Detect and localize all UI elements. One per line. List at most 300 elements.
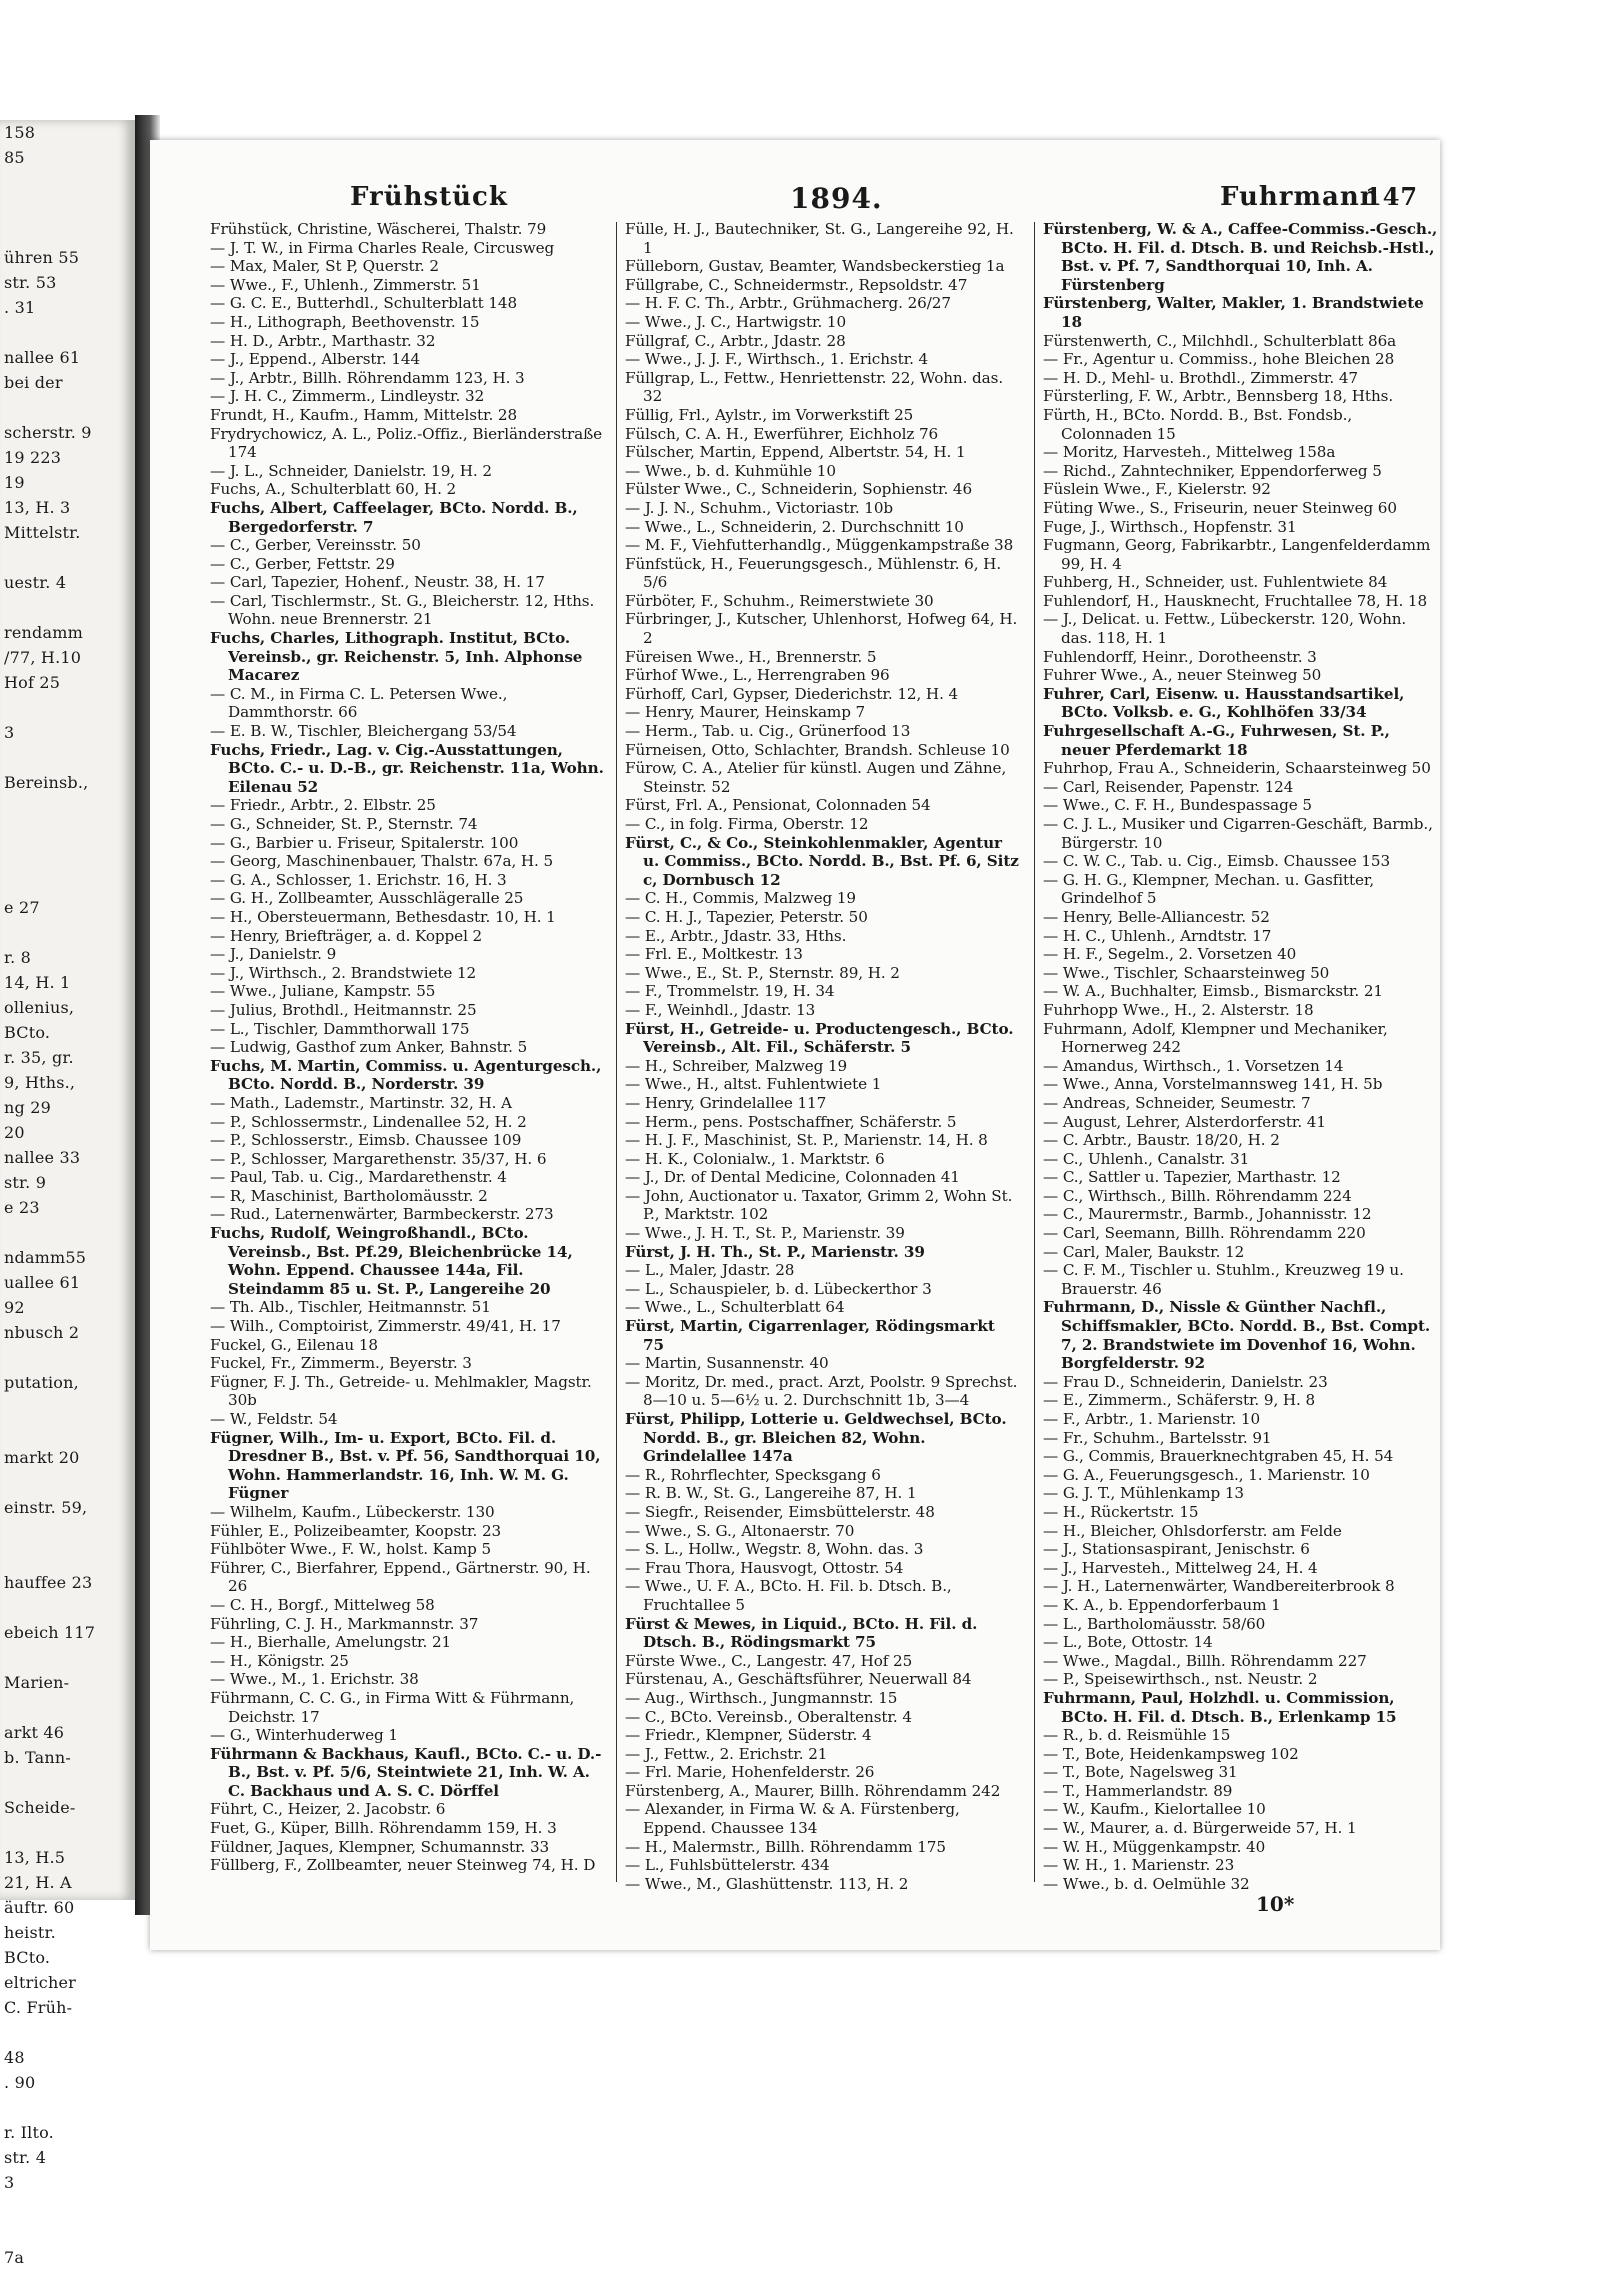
running-header bbox=[210, 182, 1419, 222]
directory-entry: — Wwe., b. d. Kuhmühle 10 bbox=[625, 461, 836, 480]
directory-entry: — August, Lehrer, Alsterdorferstr. 41 bbox=[1043, 1112, 1326, 1131]
prev-page-fragment: r. 35, gr. bbox=[4, 1048, 74, 1067]
directory-entry: — J. L., Schneider, Danielstr. 19, H. 2 bbox=[210, 461, 492, 480]
directory-entry: — S. L., Hollw., Wegstr. 8, Wohn. das. 3 bbox=[625, 1540, 924, 1559]
prev-page-fragment: ollenius, bbox=[4, 998, 75, 1017]
prev-page-fragment: hauffee 23 bbox=[4, 1573, 93, 1592]
directory-entry: Fuge, J., Wirthsch., Hopfenstr. 31 bbox=[1043, 517, 1297, 536]
prev-page-fragment: bei der bbox=[4, 373, 63, 392]
directory-entry: — P., Speisewirthsch., nst. Neustr. 2 bbox=[1043, 1670, 1318, 1689]
directory-entry: Füllig, Frl., Aylstr., im Vorwerkstift 25 bbox=[625, 405, 914, 424]
directory-entry: Fürow, C. A., Atelier für künstl. Augen und Zähne, Steinstr. 52 bbox=[625, 759, 1007, 796]
prev-page-fragment: heistr. bbox=[4, 1923, 56, 1942]
prev-page-fragment: 9, Hths., bbox=[4, 1073, 76, 1092]
directory-entry: — J., Wirthsch., 2. Brandstwiete 12 bbox=[210, 963, 477, 982]
prev-page-fragment: nallee 61 bbox=[4, 348, 81, 367]
directory-entry: — C., BCto. Vereinsb., Oberaltenstr. 4 bbox=[625, 1707, 912, 1726]
directory-entry: Fürstenberg, Walter, Makler, 1. Brandstwiete 18 bbox=[1043, 294, 1424, 331]
directory-entry: — L., Bartholomäusstr. 58/60 bbox=[1043, 1614, 1266, 1633]
prev-page-fragment bbox=[0, 1420, 135, 1445]
directory-entry: — H., Obersteuermann, Bethesdastr. 10, H. 1 bbox=[210, 907, 556, 926]
directory-entry: Frühstück, Christine, Wäscherei, Thalstr. 79 bbox=[210, 220, 547, 238]
previous-page-edge bbox=[0, 120, 135, 2267]
directory-entry: Fürbringer, J., Kutscher, Uhlenhorst, Hofweg 64, H. 2 bbox=[625, 610, 1018, 648]
directory-entry: — Wwe., Juliane, Kampstr. 55 bbox=[210, 982, 436, 1001]
directory-entry: — H. F. C. Th., Arbtr., Grühmacherg. 26/27 bbox=[625, 294, 951, 313]
prev-page-fragment: Marien- bbox=[4, 1673, 70, 1692]
prev-page-fragment bbox=[0, 745, 135, 770]
directory-entry: — Wwe., Anna, Vorstelmannsweg 141, H. 5b bbox=[1043, 1075, 1383, 1094]
prev-page-fragment bbox=[0, 1770, 135, 1795]
directory-entry: — H. F., Segelm., 2. Vorsetzen 40 bbox=[1043, 945, 1297, 964]
prev-page-fragment: uestr. 4 bbox=[4, 573, 67, 592]
prev-page-fragment: . 90 bbox=[4, 2073, 36, 2092]
directory-entry: — F., Arbtr., 1. Marienstr. 10 bbox=[1043, 1410, 1261, 1428]
directory-entry: Fülle, H. J., Bautechniker, St. G., Langereihe 92, H. 1 bbox=[625, 220, 1014, 257]
directory-entry: — P., Schlossermstr., Lindenallee 52, H. 2 bbox=[210, 1112, 527, 1131]
directory-entry: — Henry, Grindelallee 117 bbox=[625, 1093, 827, 1112]
directory-entry: Fuchs, M. Martin, Commiss. u. Agenturgesch., BCto. Nordd. B., Norderstr. 39 bbox=[210, 1056, 602, 1094]
prev-page-fragment: 14, H. 1 bbox=[4, 973, 71, 992]
directory-entry: — Frl. E., Moltkestr. 13 bbox=[625, 945, 803, 964]
signature-mark: 10* bbox=[1256, 1892, 1295, 1916]
prev-page-fragment: ühren 55 bbox=[4, 248, 80, 267]
directory-entry: — Richd., Zahntechniker, Eppendorferweg 5 bbox=[1043, 461, 1382, 480]
prev-page-fragment bbox=[0, 2195, 135, 2220]
header-right-word: Fuhrmann bbox=[1220, 182, 1380, 212]
prev-page-fragment: 21, H. A bbox=[4, 1873, 72, 1892]
directory-entry: — R., b. d. Reismühle 15 bbox=[1043, 1726, 1231, 1745]
directory-entry: Fürneisen, Otto, Schlachter, Brandsh. Schleuse 10 bbox=[625, 740, 1010, 759]
directory-entry: Fünfstück, H., Feuerungsgesch., Mühlenstr. 6, H. 5/6 bbox=[625, 554, 1002, 592]
directory-entry: Frydrychowicz, A. L., Poliz.-Offiz., Bierländerstraße 174 bbox=[210, 424, 603, 462]
directory-entry: — W. H., 1. Marienstr. 23 bbox=[1043, 1856, 1235, 1875]
directory-entry: Fürste Wwe., C., Langestr. 47, Hof 25 bbox=[625, 1651, 913, 1670]
prev-page-fragment: b. Tann- bbox=[4, 1748, 71, 1767]
directory-entry: — M. F., Viehfutterhandlg., Müggenkampstraße 38 bbox=[625, 536, 1014, 555]
prev-page-fragment bbox=[0, 2095, 135, 2120]
prev-page-fragment: rendamm bbox=[4, 623, 83, 642]
prev-page-fragment bbox=[0, 1220, 135, 1245]
directory-entry: Führmann, C. C. G., in Firma Witt & Führmann, Deichstr. 17 bbox=[210, 1688, 575, 1726]
directory-entry: — Aug., Wirthsch., Jungmannstr. 15 bbox=[625, 1688, 898, 1707]
directory-entry: Fuhrhopp Wwe., H., 2. Alsterstr. 18 bbox=[1043, 1000, 1314, 1019]
directory-entry: — Frau D., Schneiderin, Danielstr. 23 bbox=[1043, 1372, 1328, 1391]
directory-entry: — Carl, Maler, Baukstr. 12 bbox=[1043, 1242, 1245, 1261]
directory-entry: — L., Fuhlsbüttelerstr. 434 bbox=[625, 1856, 830, 1875]
prev-page-fragment: r. 8 bbox=[4, 948, 32, 967]
directory-entry: — Fr., Agentur u. Commiss., hohe Bleichen 28 bbox=[1043, 350, 1395, 369]
prev-page-fragment: 13, H. 3 bbox=[4, 498, 71, 517]
directory-entry: — Georg, Maschinenbauer, Thalstr. 67a, H. 5 bbox=[210, 852, 554, 871]
prev-page-fragment: ng 29 bbox=[4, 1098, 51, 1117]
directory-entry: — G., Barbier u. Friseur, Spitalerstr. 100 bbox=[210, 833, 519, 852]
directory-entry: Füldner, Jaques, Klempner, Schumannstr. 33 bbox=[210, 1837, 550, 1856]
directory-entry: Fülster Wwe., C., Schneiderin, Sophienstr. 46 bbox=[625, 480, 973, 499]
directory-entry: — J., Fettw., 2. Erichstr. 21 bbox=[625, 1744, 828, 1763]
directory-entry: Fülsch, C. A. H., Ewerführer, Eichholz 76 bbox=[625, 424, 939, 443]
directory-entry: — Wwe., F., Uhlenh., Zimmerstr. 51 bbox=[210, 275, 481, 294]
directory-entry: Führt, C., Heizer, 2. Jacobstr. 6 bbox=[210, 1800, 446, 1819]
directory-entry: Fuhlendorf, H., Hausknecht, Fruchtallee 78, H. 18 bbox=[1043, 591, 1428, 610]
prev-page-fragment: arkt 46 bbox=[4, 1723, 65, 1742]
directory-entry: — J., Harvesteh., Mittelweg 24, H. 4 bbox=[1043, 1558, 1318, 1577]
directory-entry: Fürhoff, Carl, Gypser, Diederichstr. 12, H. 4 bbox=[625, 684, 959, 703]
prev-page-fragment bbox=[0, 920, 135, 945]
directory-entry: — J. J. N., Schuhm., Victoriastr. 10b bbox=[625, 498, 894, 517]
directory-entry: — C. J. L., Musiker und Cigarren-Geschäft, Barmb., Bürgerstr. 10 bbox=[1043, 815, 1433, 852]
directory-entry: — Carl, Tischlermstr., St. G., Bleicherstr. 12, Hths. Wohn. neue Brennerstr. 21 bbox=[210, 591, 595, 629]
directory-entry: Füllberg, F., Zollbeamter, neuer Steinweg 74, H. D bbox=[210, 1856, 596, 1875]
directory-entry: Fürst, J. H. Th., St. P., Marienstr. 39 bbox=[625, 1242, 925, 1261]
prev-page-fragment: 19 223 bbox=[4, 448, 62, 467]
prev-page-fragment: str. 4 bbox=[4, 2148, 47, 2167]
directory-entry: Fürsterling, F. W., Arbtr., Bennsberg 18, Hths. bbox=[1043, 387, 1394, 406]
directory-entry: — J. T. W., in Firma Charles Reale, Circusweg bbox=[210, 238, 555, 257]
directory-entry: — J., Arbtr., Billh. Röhrendamm 123, H. 3 bbox=[210, 368, 525, 387]
directory-entry: Fürböter, F., Schuhm., Reimerstwiete 30 bbox=[625, 591, 934, 610]
prev-page-fragment: nallee 33 bbox=[4, 1148, 81, 1167]
directory-entry: — Moritz, Harvesteh., Mittelweg 158a bbox=[1043, 443, 1336, 462]
directory-entry: Fuchs, Friedr., Lag. v. Cig.-Ausstattungen, BCto. C.- u. D.-B., gr. Reichenstr. 11a, Wohn. Eilenau 52 bbox=[210, 740, 604, 796]
directory-entry: — Herm., Tab. u. Cig., Grünerfood 13 bbox=[625, 722, 911, 741]
directory-entry: — Siegfr., Reisender, Eimsbüttelerstr. 48 bbox=[625, 1502, 935, 1521]
directory-entry: — J. H. C., Zimmerm., Lindleystr. 32 bbox=[210, 387, 485, 406]
prev-page-fragment bbox=[0, 820, 135, 845]
directory-entry: — Frl. Marie, Hohenfelderstr. 26 bbox=[625, 1763, 875, 1782]
prev-page-fragment: scherstr. 9 bbox=[4, 423, 92, 442]
directory-entry: — W., Feldstr. 54 bbox=[210, 1410, 338, 1428]
directory-entry: — J., Delicat. u. Fettw., Lübeckerstr. 120, Wohn. das. 118, H. 1 bbox=[1043, 610, 1407, 648]
directory-entry: Führer, C., Bierfahrer, Eppend., Gärtnerstr. 90, H. 26 bbox=[210, 1558, 591, 1596]
directory-entry: — E., Zimmerm., Schäferstr. 9, H. 8 bbox=[1043, 1391, 1316, 1410]
directory-entry: — J., Danielstr. 9 bbox=[210, 945, 337, 964]
directory-entry: — E. B. W., Tischler, Bleichergang 53/54 bbox=[210, 722, 517, 741]
directory-entry: Fürstenwerth, C., Milchhdl., Schulterblatt 86a bbox=[1043, 331, 1397, 350]
prev-page-fragment: Mittelstr. bbox=[4, 523, 81, 542]
directory-entry: Fuchs, A., Schulterblatt 60, H. 2 bbox=[210, 480, 457, 499]
directory-entry: — Wwe., C. F. H., Bundespassage 5 bbox=[1043, 796, 1312, 815]
directory-entry: Fürstenberg, A., Maurer, Billh. Röhrendamm 242 bbox=[625, 1781, 1001, 1800]
prev-page-fragment: Bereinsb., bbox=[4, 773, 89, 792]
directory-entry: — Friedr., Arbtr., 2. Elbstr. 25 bbox=[210, 796, 436, 815]
directory-entry: — Amandus, Wirthsch., 1. Vorsetzen 14 bbox=[1043, 1056, 1344, 1075]
directory-entry: — Math., Lademstr., Martinstr. 32, H. A bbox=[210, 1093, 512, 1112]
directory-entry: — W. A., Buchhalter, Eimsb., Bismarckstr. 21 bbox=[1043, 982, 1383, 1001]
prev-page-fragment: BCto. bbox=[4, 1948, 51, 1967]
directory-entry: — W., Kaufm., Kielortallee 10 bbox=[1043, 1800, 1266, 1819]
prev-page-fragment: C. Früh- bbox=[4, 1998, 73, 2017]
directory-entry: Frundt, H., Kaufm., Hamm, Mittelstr. 28 bbox=[210, 405, 518, 424]
prev-page-fragment: 3 bbox=[4, 723, 15, 742]
directory-entry: Fuhrmann, D., Nissle & Günther Nachfl., Schiffsmakler, BCto. Nordd. B., Bst. Compt. 7, 2. Brandstwiete im Dovenhof 16, Wohn. Borgfelderstr. 92 bbox=[1043, 1298, 1431, 1373]
header-year: 1894. bbox=[790, 182, 883, 215]
directory-entry: Fühler, E., Polizeibeamter, Koopstr. 23 bbox=[210, 1521, 502, 1540]
prev-page-fragment bbox=[0, 220, 135, 245]
directory-entry: — F., Trommelstr. 19, H. 34 bbox=[625, 982, 835, 1001]
prev-page-fragment bbox=[0, 795, 135, 820]
column-1 bbox=[210, 220, 605, 1875]
directory-entry: — Moritz, Dr. med., pract. Arzt, Poolstr. 9 Sprechst. 8—10 u. 5—6½ u. 2. Durchschnitt 1b, 3—4 bbox=[625, 1372, 1018, 1410]
directory-entry: Füllgraf, C., Arbtr., Jdastr. 28 bbox=[625, 331, 846, 350]
directory-entry: Fürth, H., BCto. Nordd. B., Bst. Fondsb., Colonnaden 15 bbox=[1043, 405, 1353, 443]
prev-page-fragment: eltricher bbox=[4, 1973, 76, 1992]
directory-entry: — W., Maurer, a. d. Bürgerweide 57, H. 1 bbox=[1043, 1819, 1357, 1838]
directory-entry: — E., Arbtr., Jdastr. 33, Hths. bbox=[625, 926, 847, 945]
directory-entry: — G., Winterhuderweg 1 bbox=[210, 1726, 398, 1745]
prev-page-fragment: e 27 bbox=[4, 898, 40, 917]
prev-page-fragment bbox=[0, 695, 135, 720]
directory-entry: — Fr., Schuhm., Bartelsstr. 91 bbox=[1043, 1428, 1272, 1447]
directory-entry: — P., Schlosser, Margarethenstr. 35/37, H. 6 bbox=[210, 1149, 547, 1168]
directory-entry: — Wwe., J. J. F., Wirthsch., 1. Erichstr. 4 bbox=[625, 350, 929, 369]
column-3 bbox=[1043, 220, 1438, 1893]
prev-page-fragment: str. 9 bbox=[4, 1173, 47, 1192]
directory-entry: — Wwe., S. G., Altonaerstr. 70 bbox=[625, 1521, 855, 1540]
directory-entry: — T., Hammerlandstr. 89 bbox=[1043, 1781, 1233, 1800]
directory-entry: — K. A., b. Eppendorferbaum 1 bbox=[1043, 1595, 1281, 1614]
directory-entry: Fürst, Philipp, Lotterie u. Geldwechsel, BCto. Nordd. B., gr. Bleichen 82, Wohn. Grindelallee 147a bbox=[625, 1410, 1007, 1466]
prev-page-fragment: putation, bbox=[4, 1373, 79, 1392]
directory-entry: Füting Wwe., S., Friseurin, neuer Steinweg 60 bbox=[1043, 498, 1397, 517]
directory-entry: — Wwe., Magdal., Billh. Röhrendamm 227 bbox=[1043, 1651, 1367, 1670]
directory-entry: — Wwe., L., Schulterblatt 64 bbox=[625, 1298, 845, 1317]
directory-entry: Fürst & Mewes, in Liquid., BCto. H. Fil. d. Dtsch. B., Rödingsmarkt 75 bbox=[625, 1614, 978, 1652]
directory-entry: — L., Tischler, Dammthorwall 175 bbox=[210, 1019, 470, 1038]
directory-entry: Fürhof Wwe., L., Herrengraben 96 bbox=[625, 666, 890, 685]
prev-page-fragment bbox=[0, 1470, 135, 1495]
prev-page-fragment bbox=[0, 1395, 135, 1420]
prev-page-fragment: äuftr. 60 bbox=[4, 1898, 75, 1917]
column-divider bbox=[1034, 222, 1035, 1882]
directory-entry: Fuckel, Fr., Zimmerm., Beyerstr. 3 bbox=[210, 1354, 472, 1373]
directory-entry: — Herm., pens. Postschaffner, Schäferstr. 5 bbox=[625, 1112, 957, 1131]
directory-entry: — Alexander, in Firma W. & A. Fürstenberg, Eppend. Chaussee 134 bbox=[625, 1800, 960, 1838]
directory-entry: — H., Bierhalle, Amelungstr. 21 bbox=[210, 1633, 452, 1652]
directory-entry: Füslein Wwe., F., Kielerstr. 92 bbox=[1043, 480, 1271, 499]
directory-entry: Fuchs, Albert, Caffeelager, BCto. Nordd. B., Bergedorferstr. 7 bbox=[210, 498, 578, 536]
directory-entry: — R., Rohrflechter, Specksgang 6 bbox=[625, 1465, 881, 1484]
header-left-word: Frühstück bbox=[350, 182, 508, 212]
directory-entry: Fuchs, Rudolf, Weingroßhandl., BCto. Vereinsb., Bst. Pf.29, Bleichenbrücke 14, Wohn. Eppend. Chaussee 144a, Fil. Steindamm 85 u. St. P., Langereihe 20 bbox=[210, 1224, 573, 1298]
directory-entry: Füllgrap, L., Fettw., Henriettenstr. 22, Wohn. das. 32 bbox=[625, 368, 1004, 406]
prev-page-fragment: 20 bbox=[4, 1123, 25, 1142]
prev-page-fragment: 85 bbox=[4, 148, 25, 167]
directory-entry: — H. C., Uhlenh., Arndtstr. 17 bbox=[1043, 926, 1272, 945]
directory-entry: — Andreas, Schneider, Seumestr. 7 bbox=[1043, 1093, 1311, 1112]
directory-entry: — C., Wirthsch., Billh. Röhrendamm 224 bbox=[1043, 1186, 1352, 1205]
directory-entry: — Max, Maler, St P, Querstr. 2 bbox=[210, 257, 439, 276]
prev-page-fragment: 158 bbox=[4, 123, 36, 142]
prev-page-fragment bbox=[0, 320, 135, 345]
prev-page-fragment: uallee 61 bbox=[4, 1273, 81, 1292]
directory-entry: — C. F. M., Tischler u. Stuhlm., Kreuzweg 19 u. Brauerstr. 46 bbox=[1043, 1261, 1404, 1298]
directory-entry: — C. H. J., Tapezier, Peterstr. 50 bbox=[625, 907, 868, 926]
directory-entry: — J., Dr. of Dental Medicine, Colonnaden 41 bbox=[625, 1168, 960, 1187]
directory-entry: — Julius, Brothdl., Heitmannstr. 25 bbox=[210, 1000, 477, 1019]
directory-entry: — Wwe., J. H. T., St. P., Marienstr. 39 bbox=[625, 1224, 905, 1243]
directory-entry: — H. D., Arbtr., Marthastr. 32 bbox=[210, 331, 436, 350]
directory-entry: — C., Gerber, Fettstr. 29 bbox=[210, 554, 395, 573]
prev-page-fragment bbox=[0, 1645, 135, 1670]
directory-entry: — Wilhelm, Kaufm., Lübeckerstr. 130 bbox=[210, 1502, 495, 1521]
directory-entry: Fürst, Martin, Cigarrenlager, Rödingsmarkt 75 bbox=[625, 1317, 995, 1354]
directory-entry: — R. B. W., St. G., Langereihe 87, H. 1 bbox=[625, 1484, 917, 1503]
directory-entry: Fuhberg, H., Schneider, ust. Fuhlentwiete 84 bbox=[1043, 573, 1388, 592]
prev-page-fragment: ndamm55 bbox=[4, 1248, 87, 1267]
directory-entry: Fügner, Wilh., Im- u. Export, BCto. Fil. d. Dresdner B., Bst. v. Pf. 56, Sandthorquai 10, Wohn. Hammerlandstr. 16, Inh. W. M. G. Fügner bbox=[210, 1428, 601, 1503]
directory-entry: — L., Schauspieler, b. d. Lübeckerthor 3 bbox=[625, 1279, 932, 1298]
directory-entry: — G. A., Feuerungsgesch., 1. Marienstr. 10 bbox=[1043, 1465, 1370, 1484]
prev-page-fragment: str. 53 bbox=[4, 273, 57, 292]
prev-page-fragment bbox=[0, 170, 135, 195]
directory-entry: — H. D., Mehl- u. Brothdl., Zimmerstr. 47 bbox=[1043, 368, 1358, 387]
directory-entry: — G. J. T., Mühlenkamp 13 bbox=[1043, 1484, 1244, 1503]
directory-entry: — Frau Thora, Hausvogt, Ottostr. 54 bbox=[625, 1558, 904, 1577]
directory-entry: Fuckel, G., Eilenau 18 bbox=[210, 1335, 378, 1354]
directory-entry: Füreisen Wwe., H., Brennerstr. 5 bbox=[625, 647, 877, 666]
prev-page-fragment bbox=[0, 1520, 135, 1545]
prev-page-fragment: nbusch 2 bbox=[4, 1323, 80, 1342]
directory-entry: Fülscher, Martin, Eppend, Albertstr. 54, H. 1 bbox=[625, 443, 966, 462]
directory-entry: — C., Maurermstr., Barmb., Johannisstr. 12 bbox=[1043, 1205, 1372, 1224]
directory-entry: — H., Lithograph, Beethovenstr. 15 bbox=[210, 312, 480, 331]
directory-entry: — Carl, Seemann, Billh. Röhrendamm 220 bbox=[1043, 1224, 1366, 1243]
directory-entry: Fülleborn, Gustav, Beamter, Wandsbeckerstieg 1a bbox=[625, 257, 1005, 276]
directory-entry: — Carl, Tapezier, Hohenf., Neustr. 38, H. 17 bbox=[210, 573, 545, 592]
directory-entry: — G. H., Zollbeamter, Ausschlägeralle 25 bbox=[210, 889, 524, 908]
directory-entry: — H., Schreiber, Malzweg 19 bbox=[625, 1056, 848, 1075]
prev-page-fragment: BCto. bbox=[4, 1023, 51, 1042]
prev-page-fragment bbox=[0, 2020, 135, 2045]
directory-entry: Fugmann, Georg, Fabrikarbtr., Langenfelderdamm 99, H. 4 bbox=[1043, 536, 1431, 573]
directory-page bbox=[150, 140, 1440, 1950]
directory-entry: — L., Bote, Ottostr. 14 bbox=[1043, 1633, 1213, 1652]
prev-page-fragment: 48 bbox=[4, 2048, 25, 2067]
directory-entry: — H. J. F., Maschinist, St. P., Marienstr. 14, H. 8 bbox=[625, 1131, 988, 1150]
directory-entry: — R, Maschinist, Bartholomäusstr. 2 bbox=[210, 1186, 488, 1205]
directory-entry: Fürst, Frl. A., Pensionat, Colonnaden 54 bbox=[625, 796, 931, 815]
directory-entry: — John, Auctionator u. Taxator, Grimm 2, Wohn St. P., Marktstr. 102 bbox=[625, 1186, 1013, 1224]
directory-entry: Fuhlendorff, Heinr., Dorotheenstr. 3 bbox=[1043, 647, 1317, 666]
prev-page-fragment: 19 bbox=[4, 473, 25, 492]
directory-entry: — C. Arbtr., Baustr. 18/20, H. 2 bbox=[1043, 1131, 1280, 1150]
directory-entry: — Wwe., M., 1. Erichstr. 38 bbox=[210, 1670, 419, 1689]
directory-entry: Fügner, F. J. Th., Getreide- u. Mehlmakler, Magstr. 30b bbox=[210, 1372, 592, 1410]
prev-page-fragment bbox=[0, 845, 135, 870]
directory-entry: Fuhrhop, Frau A., Schneiderin, Schaarsteinweg 50 bbox=[1043, 759, 1431, 778]
prev-page-fragment: 13, H.5 bbox=[4, 1848, 66, 1867]
prev-page-fragment bbox=[0, 195, 135, 220]
prev-page-fragment: 92 bbox=[4, 1298, 25, 1317]
prev-page-fragment bbox=[0, 1695, 135, 1720]
column-divider bbox=[616, 222, 617, 1882]
prev-page-fragment: . 31 bbox=[4, 298, 36, 317]
directory-entry: Führmann & Backhaus, Kaufl., BCto. C.- u. D.-B., Bst. v. Pf. 5/6, Steintwiete 21, Inh. W. A. C. Backhaus und A. S. C. Dörffel bbox=[210, 1744, 602, 1800]
directory-entry: Fuhrmann, Adolf, Klempner und Mechaniker, Hornerweg 242 bbox=[1043, 1019, 1388, 1057]
directory-entry: — Wwe., b. d. Oelmühle 32 bbox=[1043, 1874, 1250, 1893]
prev-page-fragment bbox=[0, 2220, 135, 2245]
directory-entry: Fuhrmann, Paul, Holzhdl. u. Commission, BCto. H. Fil. d. Dtsch. B., Erlenkamp 15 bbox=[1043, 1688, 1397, 1726]
prev-page-fragment bbox=[0, 870, 135, 895]
prev-page-fragment bbox=[0, 1345, 135, 1370]
directory-entry: — H., Königstr. 25 bbox=[210, 1651, 349, 1670]
directory-entry: — C., in folg. Firma, Oberstr. 12 bbox=[625, 815, 869, 833]
directory-entry: Fürstenberg, W. & A., Caffee-Commiss.-Gesch., BCto. H. Fil. d. Dtsch. B. und Reichsb.-Hstl., Bst. v. Pf. 7, Sandthorquai 10, Inh. A. Fürstenberg bbox=[1043, 220, 1438, 294]
prev-page-fragment: 7a bbox=[4, 2248, 25, 2267]
directory-entry: — Friedr., Klempner, Süderstr. 4 bbox=[625, 1726, 872, 1745]
directory-entry: — Wwe., M., Glashüttenstr. 113, H. 2 bbox=[625, 1874, 909, 1893]
directory-entry: — J., Stationsaspirant, Jenischstr. 6 bbox=[1043, 1540, 1310, 1559]
directory-entry: — J., Eppend., Alberstr. 144 bbox=[210, 350, 421, 369]
directory-entry: — Paul, Tab. u. Cig., Mardarethenstr. 4 bbox=[210, 1168, 507, 1187]
directory-entry: — C. H., Commis, Malzweg 19 bbox=[625, 889, 856, 908]
directory-entry: — Wwe., J. C., Hartwigstr. 10 bbox=[625, 312, 847, 331]
directory-entry: Fürstenau, A., Geschäftsführer, Neuerwall 84 bbox=[625, 1670, 972, 1689]
directory-entry: — Th. Alb., Tischler, Heitmannstr. 51 bbox=[210, 1298, 491, 1317]
directory-entry: — Wwe., H., altst. Fuhlentwiete 1 bbox=[625, 1075, 882, 1094]
prev-page-fragment: ebeich 117 bbox=[4, 1623, 96, 1642]
directory-entry: — H., Malermstr., Billh. Röhrendamm 175 bbox=[625, 1837, 946, 1856]
directory-entry: — C., Uhlenh., Canalstr. 31 bbox=[1043, 1149, 1250, 1168]
directory-entry: Führling, C. J. H., Markmannstr. 37 bbox=[210, 1614, 479, 1633]
directory-entry: Fuhrer, Carl, Eisenw. u. Hausstandsartikel, BCto. Volksb. e. G., Kohlhöfen 33/34 bbox=[1043, 684, 1405, 722]
page-number: 147 bbox=[1365, 182, 1419, 211]
prev-page-fragment: /77, H.10 bbox=[4, 648, 82, 667]
prev-page-fragment bbox=[0, 1595, 135, 1620]
directory-entry: — Rud., Laternenwärter, Barmbeckerstr. 273 bbox=[210, 1205, 554, 1224]
prev-page-fragment: r. Ilto. bbox=[4, 2123, 54, 2142]
directory-entry: Fuchs, Charles, Lithograph. Institut, BCto. Vereinsb., gr. Reichenstr. 5, Inh. Alphonse Macarez bbox=[210, 629, 583, 685]
directory-entry: — C., Sattler u. Tapezier, Marthastr. 12 bbox=[1043, 1168, 1341, 1187]
directory-entry: — G. A., Schlosser, 1. Erichstr. 16, H. 3 bbox=[210, 870, 507, 889]
directory-entry: — P., Schlosserstr., Eimsb. Chaussee 109 bbox=[210, 1131, 522, 1150]
directory-entry: — Henry, Briefträger, a. d. Koppel 2 bbox=[210, 926, 483, 945]
directory-entry: — Wwe., L., Schneiderin, 2. Durchschnitt 10 bbox=[625, 517, 964, 536]
directory-entry: Fühlböter Wwe., F. W., holst. Kamp 5 bbox=[210, 1540, 492, 1559]
directory-entry: — G., Schneider, St. P., Sternstr. 74 bbox=[210, 815, 478, 833]
prev-page-fragment: einstr. 59, bbox=[4, 1498, 88, 1517]
prev-page-fragment: markt 20 bbox=[4, 1448, 80, 1467]
directory-entry: Fürst, H., Getreide- u. Productengesch., BCto. Vereinsb., Alt. Fil., Schäferstr. 5 bbox=[625, 1019, 1014, 1057]
directory-entry: — C. M., in Firma C. L. Petersen Wwe., Dammthorstr. 66 bbox=[210, 684, 508, 722]
directory-entry: — G. C. E., Butterhdl., Schulterblatt 148 bbox=[210, 294, 518, 313]
directory-entry: Fuhrer Wwe., A., neuer Steinweg 50 bbox=[1043, 666, 1322, 685]
prev-page-fragment bbox=[0, 595, 135, 620]
directory-entry: — Carl, Reisender, Papenstr. 124 bbox=[1043, 777, 1294, 796]
directory-entry: — H., Bleicher, Ohlsdorferstr. am Felde bbox=[1043, 1521, 1342, 1540]
prev-page-fragment bbox=[0, 395, 135, 420]
directory-entry: Fürst, C., & Co., Steinkohlenmakler, Agentur u. Commiss., BCto. Nordd. B., Bst. Pf. 6, Sitz c, Dornbusch 12 bbox=[625, 833, 1019, 889]
directory-entry: — Martin, Susannenstr. 40 bbox=[625, 1354, 829, 1373]
directory-entry: — C., Gerber, Vereinsstr. 50 bbox=[210, 536, 421, 555]
directory-entry: — Henry, Maurer, Heinskamp 7 bbox=[625, 703, 866, 722]
directory-entry: — Wilh., Comptoirist, Zimmerstr. 49/41, H. 17 bbox=[210, 1317, 561, 1336]
directory-entry: — Ludwig, Gasthof zum Anker, Bahnstr. 5 bbox=[210, 1038, 528, 1057]
directory-entry: — H., Rückertstr. 15 bbox=[1043, 1502, 1199, 1521]
directory-entry: — Wwe., E., St. P., Sternstr. 89, H. 2 bbox=[625, 963, 900, 982]
directory-entry: — T., Bote, Nagelsweg 31 bbox=[1043, 1763, 1238, 1782]
directory-entry: — L., Maler, Jdastr. 28 bbox=[625, 1261, 795, 1280]
prev-page-fragment: e 23 bbox=[4, 1198, 40, 1217]
prev-page-fragment: 3 bbox=[4, 2173, 15, 2192]
directory-entry: — G. H. G., Klempner, Mechan. u. Gasfitter, Grindelhof 5 bbox=[1043, 870, 1375, 908]
directory-entry: — C. W. C., Tab. u. Cig., Eimsb. Chaussee 153 bbox=[1043, 852, 1391, 871]
prev-page-fragment: Hof 25 bbox=[4, 673, 61, 692]
prev-page-fragment bbox=[0, 545, 135, 570]
directory-entry: — Wwe., Tischler, Schaarsteinweg 50 bbox=[1043, 963, 1330, 982]
directory-entry: — G., Commis, Brauerknechtgraben 45, H. 54 bbox=[1043, 1447, 1394, 1466]
